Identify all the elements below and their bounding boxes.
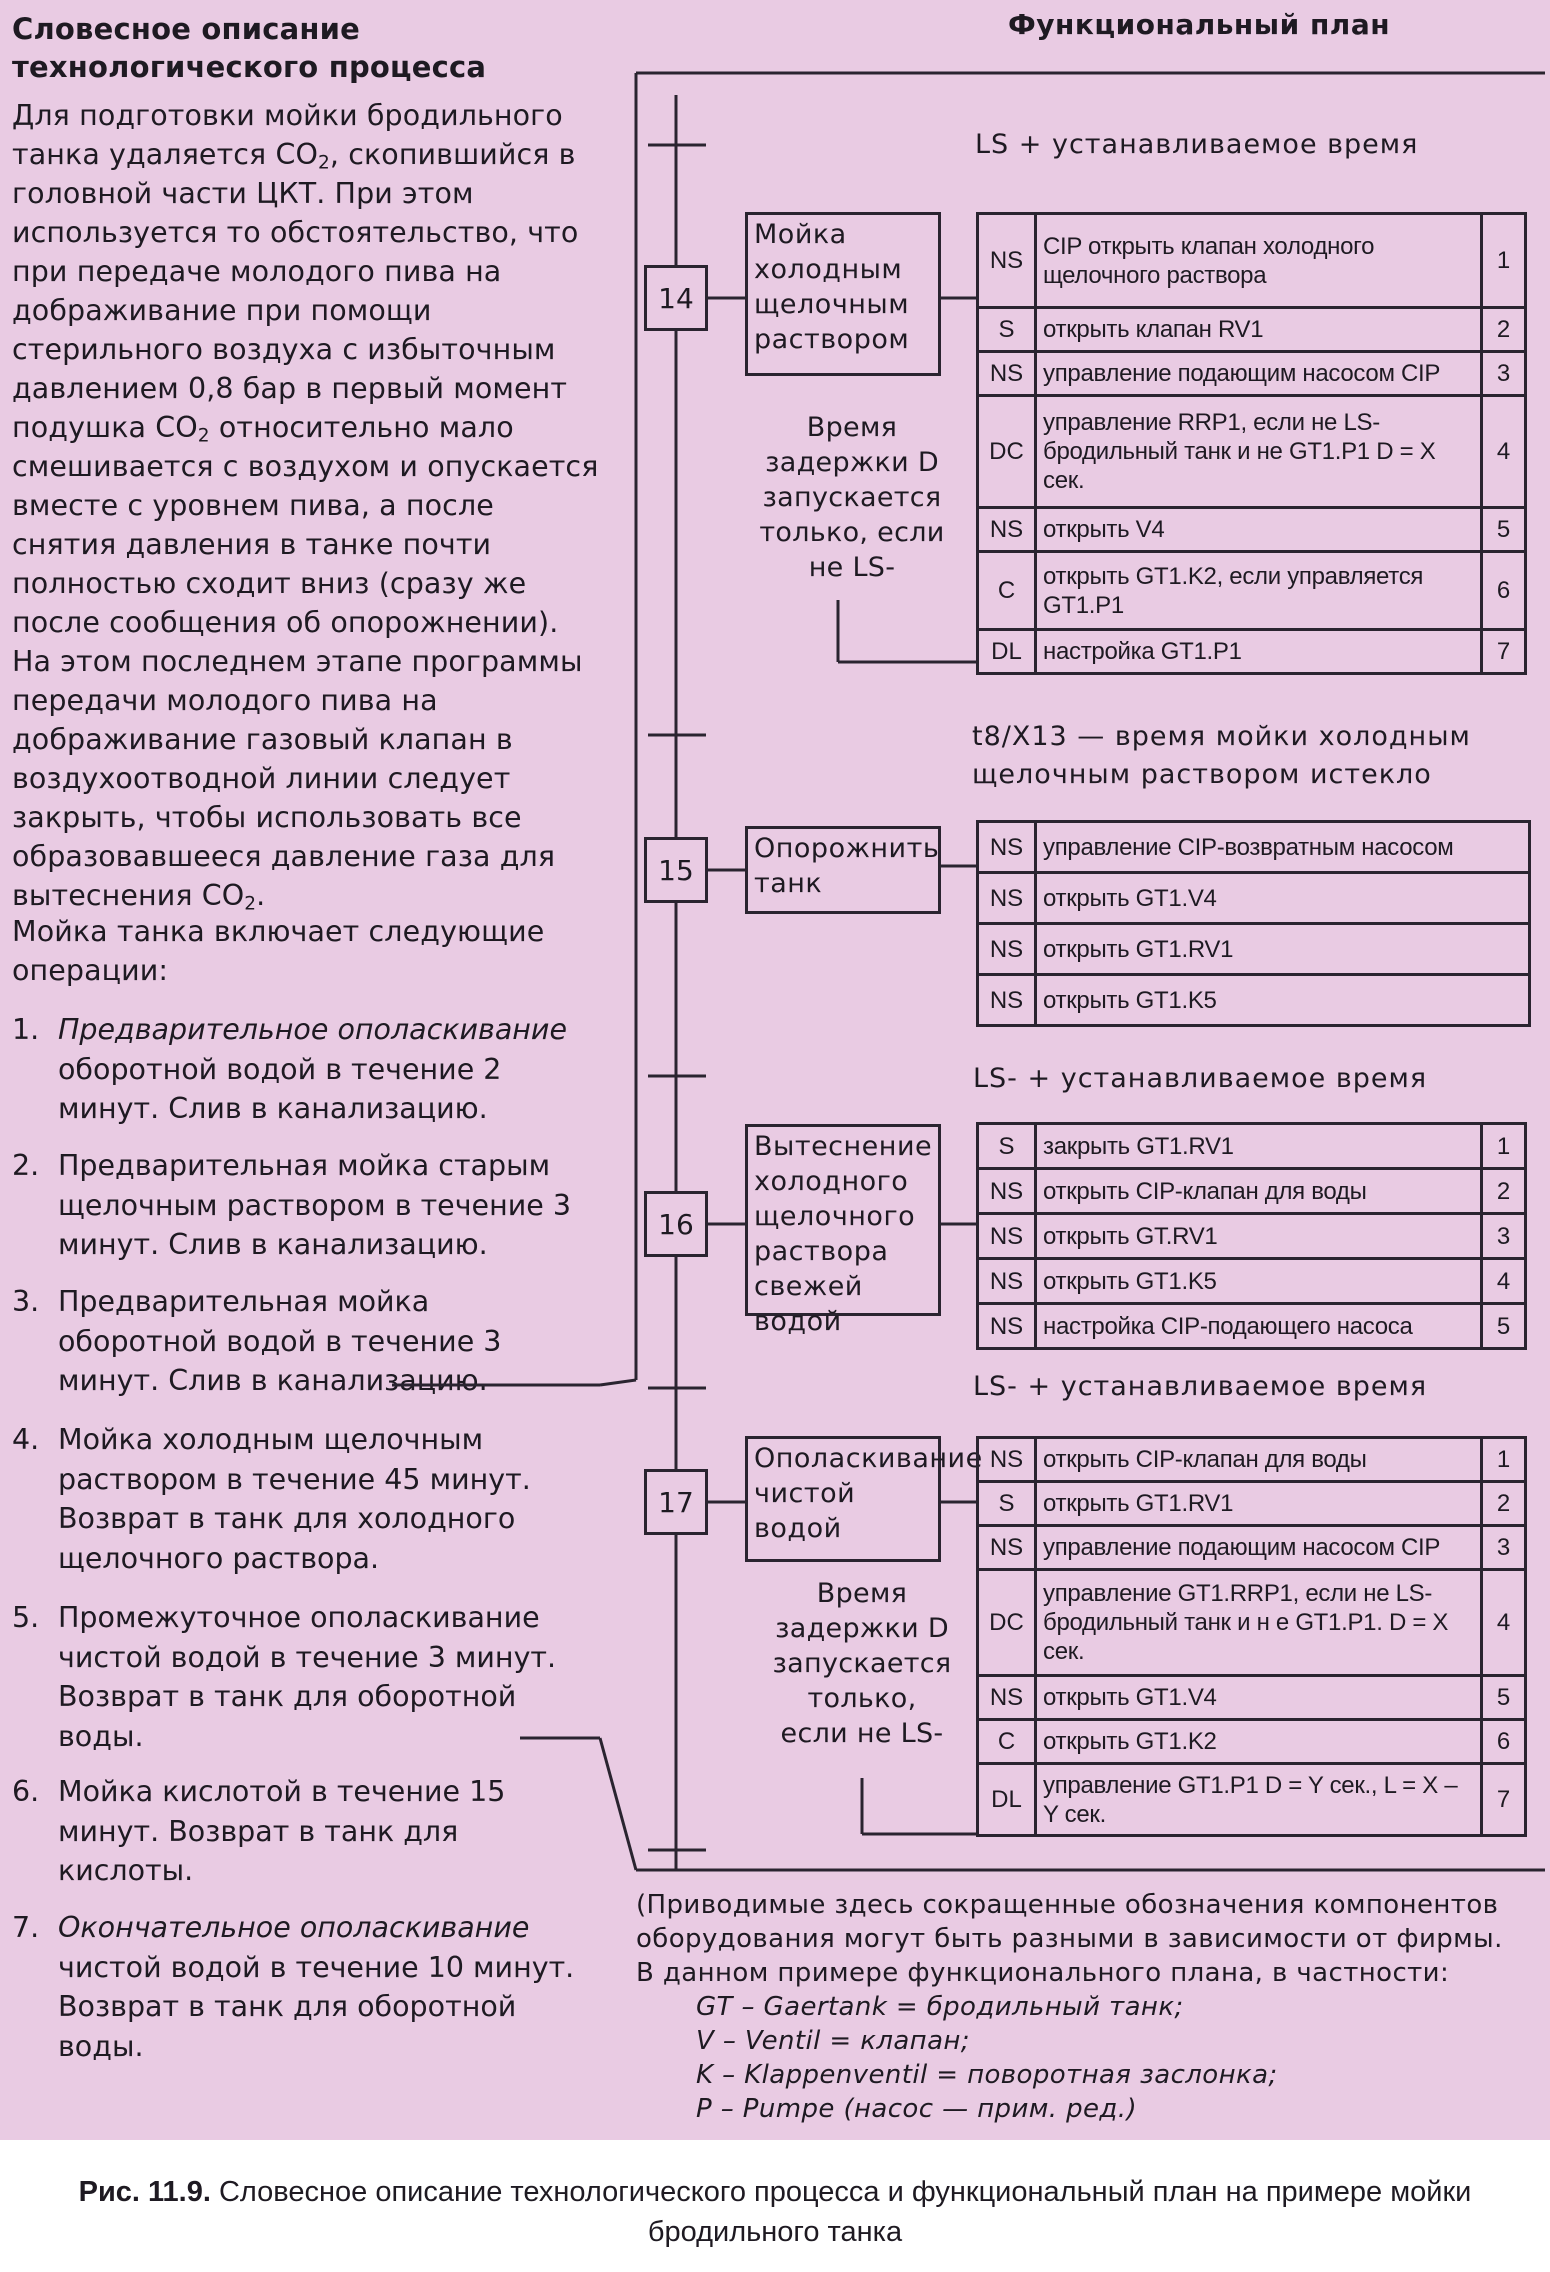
step-16-name: Вытеснение холодного щелочного раствора свежей водой <box>745 1124 941 1316</box>
left-paragraph-2: Мойка танка включает следующие операции: <box>12 915 545 987</box>
caption-label: Рис. 11.9. <box>78 2176 211 2208</box>
step-14-actions <box>976 212 1527 675</box>
caption-text: Словесное описание технологического процесса и функциональный план на примере мойки бродильного танка <box>218 2176 1472 2248</box>
step-15-actions <box>976 820 1531 1027</box>
abbreviation-item: GT – Gaertank = бродильный танк; <box>696 1992 1184 2022</box>
action-row: NS управление CIP-возвратным насосом <box>978 822 1530 873</box>
functional-plan-title: Функциональный план <box>1008 8 1391 41</box>
action-row: S закрыть GT1.RV1 1 <box>978 1124 1526 1169</box>
action-row: DL управление GT1.P1 D = Y сек., L = X – Y сек. 7 <box>978 1764 1526 1836</box>
action-row: C открыть GT1.K2, если управляется GT1.P1 6 <box>978 552 1526 630</box>
left-paragraph-1: Для подготовки мойки бродильного танка удаляется $СО_2$, скопившийся в головной части ЦКТ. При этом используется то обстоятельство, что при передаче молодого пива на дображивание при помощи стерильного воздуха с избыточным давлением 0,8 бар в первый момент подушка $СО_2$ относительно мало смешивается с воздухом и опускается вместе с уровнем пива, а после снятия давления в танке почти полностью сходит вниз (сразу же после сообщения об опорожнении). На этом последнем этапе программы передачи молодого пива на дображивание газовый клапан в воздухоотводной линии следует закрыть, чтобы использовать все образовавшееся давление газа для вытеснения $СО_2$. <box>12 99 599 915</box>
action-row: NS открыть GT.RV1 3 <box>978 1214 1526 1259</box>
step-14-delay-note: Время задержки D запускается только, если не LS- <box>759 412 945 583</box>
abbreviation-item: P – Pumpe (насос — прим. ред.) <box>696 2094 1137 2124</box>
step-15-name: Опорожнить танк <box>745 826 941 914</box>
action-row: NS открыть CIP-клапан для воды 1 <box>978 1438 1526 1482</box>
note-intro: (Приводимые здесь сокращенные обозначения компонентов оборудования могут быть разными в зависимости от фирмы. В данном примере функционального плана, в частности: <box>636 1890 1503 1988</box>
step-16-actions <box>976 1122 1527 1350</box>
step-15-box: 15 <box>644 837 708 903</box>
action-row: NS настройка CIP-подающего насоса 5 <box>978 1304 1526 1349</box>
step-17-delay-note: Время задержки D запускается только, если не LS- <box>772 1578 952 1749</box>
step-17-name: Ополаскивание чистой водой <box>745 1436 941 1562</box>
left-column-title: Словесное описание технологического процесса <box>12 12 487 84</box>
action-row: C открыть GT1.K2 6 <box>978 1720 1526 1764</box>
transition-condition: LS- + устанавливаемое время <box>973 1371 1428 1402</box>
action-row: NS открыть GT1.V4 5 <box>978 1676 1526 1720</box>
step-17-actions <box>976 1436 1527 1837</box>
step-14-name: Мойка холодным щелочным раствором <box>745 212 941 376</box>
abbreviation-item: K – Klappenventil = поворотная заслонка; <box>696 2060 1278 2090</box>
abbreviation-item: V – Ventil = клапан; <box>696 2026 970 2056</box>
step-14-box: 14 <box>644 265 708 331</box>
action-row: NS открыть GT1.RV1 <box>978 924 1530 975</box>
action-row: S открыть GT1.RV1 2 <box>978 1482 1526 1526</box>
action-row: NS открыть CIP-клапан для воды 2 <box>978 1169 1526 1214</box>
action-row: NS открыть GT1.K5 <box>978 975 1530 1026</box>
action-row: DL настройка GT1.P1 7 <box>978 630 1526 674</box>
transition-condition: LS- + устанавливаемое время <box>973 1063 1428 1094</box>
action-row: NS открыть V4 5 <box>978 508 1526 552</box>
action-row: DC управление GT1.RRP1, если не LS-бродильный танк и н е GT1.P1. D = X сек. 4 <box>978 1570 1526 1676</box>
action-row: NS открыть GT1.K5 4 <box>978 1259 1526 1304</box>
action-row: DC управление RRP1, если не LS-бродильный танк и не GT1.P1 D = X сек. 4 <box>978 396 1526 508</box>
abbreviation-note <box>636 1888 1516 2126</box>
transition-condition: t8/X13 — время мойки холодным щелочным раствором истекло <box>972 721 1471 790</box>
action-row: NS открыть GT1.V4 <box>978 873 1530 924</box>
transition-condition: LS + устанавливаемое время <box>975 129 1419 160</box>
step-17-box: 17 <box>644 1469 708 1535</box>
figure-caption <box>20 2172 1530 2252</box>
action-row: NS управление подающим насосом CIP 3 <box>978 1526 1526 1570</box>
action-row: NS CIP открыть клапан холодного щелочного раствора 1 <box>978 214 1526 308</box>
action-row: S открыть клапан RV1 2 <box>978 308 1526 352</box>
figure-panel: Словесное описание технологического процесса Для подготовки мойки бродильного танка удаляется $СО_2$, скопившийся в головной части ЦКТ. При этом используется то обстоятельство, что при передаче молодого пива на дображивание при помощи стерильного воздуха с избыточным давлением 0,8 бар в первый момент подушка $СО_2$ относительно мало смешивается с воздухом и опускается вместе с уровнем пива, а после снятия давления в танке почти полностью сходит вниз (сразу же после сообщения об опорожнении). На этом последнем этапе программы передачи молодого пива на дображивание газовый клапан в воздухоотводной линии следует закрыть, чтобы использовать все образовавшееся давление газа для вытеснения $СО_2$. Мойка танка включает следующие операции: 1. Предварительное ополаскивание оборотной водой в течение 2 минут. Слив в канализацию. 2. Предварительная мойка старым щелочным раствором в течение 3 минут. Слив в канализацию. 3. Предварительная мойка оборотной водой в течение 3 минут. Слив в канализацию. 4. Мойка холодным щелочным раствором в течение 45 минут. Возврат в танк для холодного щелочного раствора. 5. Промежуточное ополаскивание чистой водой в течение 3 минут. Возврат в танк для оборотной воды. 6. Мойка кислотой в течение 15 минут. Возврат в танк для кислоты. 7. Окончательное ополаскивание чистой водой в течение 10 минут. Возврат в танк для оборотной воды. Функциональный план LS + устанавливаемое время t8/X13 — время мойки холодным щелочным раствором истекло LS- + устанавливаемое время LS- + устанавливаемое время 14 Мойка холодным щелочным раствором Время задержки D запускается только, если не LS- NS CIP открыть клапан холодного щелочного раствора 1 S открыть клапан RV1 2 NS управление подающим насосом CIP 3 DC управление RRP1, если не LS-бродильный танк и не GT1.P1 D = X сек. 4 NS открыть V4 5 C открыть GT1.K2, если управляется GT1.P1 6 DL настройка GT1.P1 7 15 Опорожнить танк NS управление CIP-возвратным насосом NS открыть GT1.V4 NS открыть GT1.RV1 NS открыть GT1.K5 16 Вытеснение холодного щелочного раствора свежей водой S закрыть GT1.RV1 1 NS открыть CIP-клапан для воды 2 NS открыть GT.RV1 3 NS открыть GT1.K5 4 NS настройка CIP-подающего насоса 5 17 Ополаскивание чистой водой Время задержки D запускается только, если не LS- NS открыть CIP-клапан для воды 1 S открыть GT1.RV1 2 NS управление подающим насосом CIP 3 DC управление GT1.RRP1, если не LS-бродильный танк и н е GT1.P1. D = X сек. 4 NS открыть GT1.V4 5 C открыть GT1.K2 6 DL управление GT1.P1 D = Y сек., L = X – Y сек. 7 (Приводимые здесь сокращенные обозначения компонентов оборудования могут быть разными в зависимости от фирмы. В данном примере функционального плана, в частности: GT – Gaertank = бродильный танк; V – Ventil = клапан; K – Klappenventil = поворотная заслонка; P – Pumpe (насос — прим. ред.) <box>0 0 1550 2140</box>
step-16-box: 16 <box>644 1191 708 1257</box>
action-row: NS управление подающим насосом CIP 3 <box>978 352 1526 396</box>
